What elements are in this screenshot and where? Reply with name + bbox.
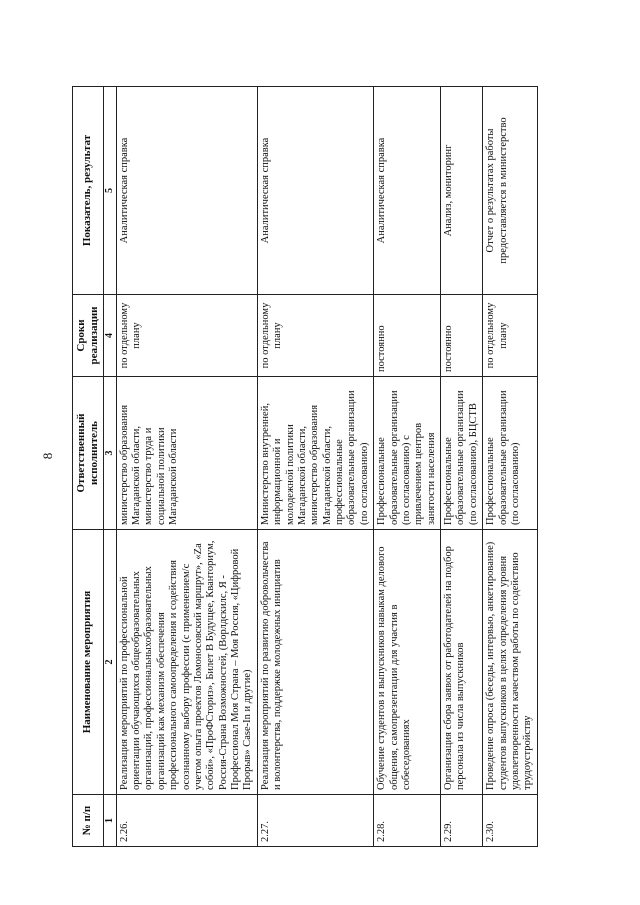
event-cell: Реализация мероприятий по профессиональной ориентации обучающихся общеобразовательных организаций, профессиональныхобразовательных организаций как механизм обеспечения профессионального самоопределения и содействия осознанному выбору профессии (с применением/с учетом опыта проектов Ломоносовский маршрут», «Za собой», «ПроФСториз», Билет В Будущее, Кванториум, Россия-Страна Возможностей, (Ворлдскилс, Я - Профессионал Моя Страна – Моя Россия, «Цифровой Прорыв» Case-In и другие) xyxy=(116,530,257,795)
executor-cell: Министерство внутренней, информационной и молодежной политики Магаданской области, министерство образования Магаданской области, профессиональные образовательные организации (по согласованию) xyxy=(257,377,373,530)
result-cell: Аналитическая справка xyxy=(116,87,257,295)
term-cell: по отдельному плану xyxy=(483,295,538,377)
column-number: 4 xyxy=(103,295,116,377)
rotated-page xyxy=(72,87,602,847)
col-header-term: Сроки реализации xyxy=(73,295,104,377)
table-row xyxy=(483,87,538,847)
events-table xyxy=(72,86,538,847)
page-number: 8 xyxy=(40,452,55,460)
table-row xyxy=(441,87,483,847)
executor-cell: Профессиональные образовательные организации (по согласованию) xyxy=(483,377,538,530)
table-row xyxy=(257,87,373,847)
column-number-row xyxy=(103,87,116,847)
row-number: 2.28. xyxy=(374,795,441,847)
executor-cell: министерство образования Магаданской области, министерство труда и социальной политики Магаданской области xyxy=(116,377,257,530)
result-cell: Аналитическая справка xyxy=(374,87,441,295)
table-row xyxy=(374,87,441,847)
col-header-result: Показатель, результат xyxy=(73,87,104,295)
col-header-event: Наименование мероприятия xyxy=(73,530,104,795)
row-number: 2.27. xyxy=(257,795,373,847)
column-number: 3 xyxy=(103,377,116,530)
row-number: 2.30. xyxy=(483,795,538,847)
term-cell: постоянно xyxy=(374,295,441,377)
result-cell: Аналитическая справка xyxy=(257,87,373,295)
column-number: 1 xyxy=(103,795,116,847)
column-number: 5 xyxy=(103,87,116,295)
result-cell: Анализ, мониторинг xyxy=(441,87,483,295)
row-number: 2.29. xyxy=(441,795,483,847)
row-number: 2.26. xyxy=(116,795,257,847)
col-header-executor: Ответственный исполнитель xyxy=(73,377,104,530)
term-cell: по отдельному плану xyxy=(116,295,257,377)
executor-cell: Профессиональные образовательные организации (по согласованию), БЦСТВ xyxy=(441,377,483,530)
table-row xyxy=(116,87,257,847)
event-cell: Организация сбора заявок от работодателей на подбор персонала из числа выпускников xyxy=(441,530,483,795)
col-header-number: № п/п xyxy=(73,795,104,847)
term-cell: по отдельному плану xyxy=(257,295,373,377)
result-cell: Отчет о результатах работы предоставляется в министерство xyxy=(483,87,538,295)
event-cell: Обучение студентов и выпускников навыкам делового общения, самопрезентации для участия в собеседованиях xyxy=(374,530,441,795)
event-cell: Проведение опроса (беседы, интервью, анкетирование) студентов выпускников в целях определения уровня удовлетворенности качеством работы по содействию трудоустройству xyxy=(483,530,538,795)
table-header-row xyxy=(73,87,104,847)
executor-cell: Профессиональные образовательные организации (по согласованию) с привлечением центров занятости населения xyxy=(374,377,441,530)
event-cell: Реализация мероприятий по развитию добровольчества и волонтерства, поддержке молодежных инициатив xyxy=(257,530,373,795)
term-cell: постоянно xyxy=(441,295,483,377)
column-number: 2 xyxy=(103,530,116,795)
